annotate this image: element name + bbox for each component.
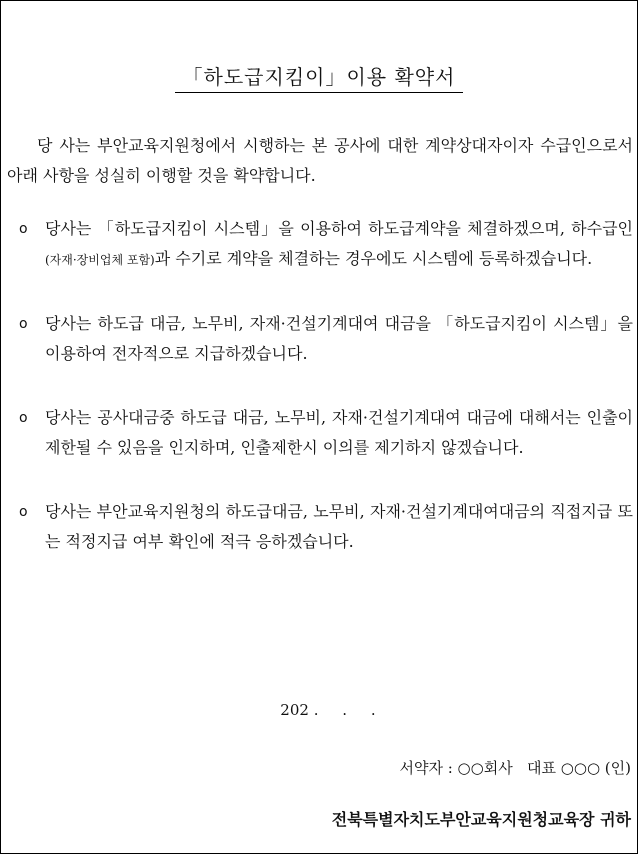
pledge-item-1 bbox=[1, 214, 633, 275]
recipient-line: 전북특별자치도부안교육지원청교육장 귀하 bbox=[331, 810, 631, 829]
document-title: 「하도급지킴이」이용 확약서 bbox=[175, 61, 464, 93]
signer-line: 서약자 : ○○회사 대표 ○○○ (인) bbox=[399, 759, 631, 777]
title-container bbox=[1, 61, 637, 93]
pledge-item-2-text: 당사는 하도급 대금, 노무비, 자재·건설기계대여 대금을 「하도급지킴이 시스템」을 이용하여 전자적으로 지급하겠습니다. bbox=[45, 314, 633, 363]
pledge-item-1-note: (자재·장비업체 포함) bbox=[45, 253, 155, 267]
pledge-list bbox=[1, 214, 633, 591]
bullet-icon: o bbox=[19, 221, 28, 237]
pledge-item-1-text-after: 과 수기로 계약을 체결하는 경우에도 시스템에 등록하겠습니다. bbox=[154, 249, 593, 268]
bullet-icon: o bbox=[19, 410, 28, 426]
date-line: 202 . . . bbox=[280, 701, 376, 719]
pledge-item-4 bbox=[1, 497, 633, 557]
pledge-item-1-text-before: 당사는 「하도급지킴이 시스템」을 이용하여 하도급계약을 체결하겠으며, 하수급인 bbox=[45, 219, 633, 238]
pledge-item-2 bbox=[1, 309, 633, 369]
pledge-item-4-text: 당사는 부안교육지원청의 하도급대금, 노무비, 자재·건설기계대여대금의 직접지급 또는 적정지급 여부 확인에 적극 응하겠습니다. bbox=[45, 502, 633, 551]
bullet-icon: o bbox=[19, 504, 28, 520]
bullet-icon: o bbox=[19, 316, 28, 332]
pledge-item-3-text: 당사는 공사대금중 하도급 대금, 노무비, 자재·건설기계대여 대금에 대해서는 인출이 제한될 수 있음을 인지하며, 인출제한시 이의를 제기하지 않겠습니다. bbox=[45, 408, 633, 457]
intro-paragraph: 당 사는 부안교육지원청에서 시행하는 본 공사에 대한 계약상대자이자 수급인으로서 아래 사항을 성실히 이행할 것을 확약합니다. bbox=[7, 136, 633, 185]
pledge-item-3 bbox=[1, 403, 633, 463]
